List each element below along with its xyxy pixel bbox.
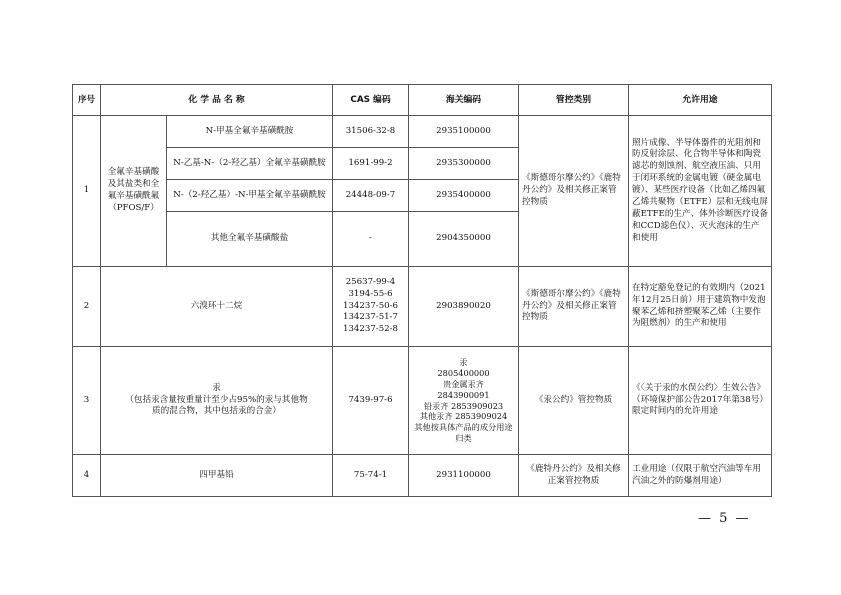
row-control: 《汞公约》管控物质: [519, 347, 629, 455]
header-control: 管控类别: [519, 85, 629, 116]
page-number: — 5 —: [698, 511, 751, 526]
sub-cas: 24448-09-7: [333, 180, 409, 212]
row-customs: 2931100000: [409, 455, 519, 497]
row-cas: 7439-97-6: [333, 347, 409, 455]
row-cas: 75-74-1: [333, 455, 409, 497]
row-cas: 25637-99-4 3194-55-6 134237-50-6 134237-51-7 134237-52-8: [333, 267, 409, 347]
table-row: [73, 267, 772, 347]
row-use: 工业用途（仅限于航空汽油等车用汽油之外的防爆剂用途）: [629, 455, 772, 497]
row-customs: 汞 2805400000 贵金属汞齐 2843900091 铅汞齐 2853909023 其他汞齐 2853909024 其他按具体产品的成分用途归类: [409, 347, 519, 455]
row-seq: 3: [73, 347, 101, 455]
header-cas: CAS 编码: [333, 85, 409, 116]
row-customs: 2903890020: [409, 267, 519, 347]
row-name: 四甲基铅: [101, 455, 333, 497]
table-row: [73, 116, 772, 148]
row-seq: 4: [73, 455, 101, 497]
sub-customs: 2935100000: [409, 116, 519, 148]
row-use: 照片成像、半导体器件的光阻剂和防反射涂层、化合物半导体和陶瓷滤芯的刻蚀剂、航空液压油、只用于闭环系统的金属电镀（硬金属电镀）、某些医疗设备（比如乙烯四氟乙烯共聚物（ETFE）层和无线电屏蔽ETFE的生产、体外诊断医疗设备和CCD滤色仪）、灭火泡沫的生产和使用: [629, 116, 772, 267]
row-seq: 2: [73, 267, 101, 347]
sub-customs: 2935400000: [409, 180, 519, 212]
sub-name: N-（2-羟乙基）-N-甲基全氟辛基磺酰胺: [167, 180, 333, 212]
sub-cas: 1691-99-2: [333, 148, 409, 180]
row-control: 《鹿特丹公约》及相关修正案管控物质: [519, 455, 629, 497]
sub-name: N-甲基全氟辛基磺酰胺: [167, 116, 333, 148]
row-use: 《〈关于汞的水俣公约〉生效公告》（环境保护部公告2017年第38号）限定时间内的允许用途: [629, 347, 772, 455]
header-customs: 海关编码: [409, 85, 519, 116]
header-row: [73, 85, 772, 116]
header-name: 化 学 品 名 称: [101, 85, 333, 116]
row-control: 《斯德哥尔摩公约》《鹿特丹公约》及相关修正案管控物质: [519, 116, 629, 267]
sub-name: 其他全氟辛基磺酸盐: [167, 212, 333, 267]
sub-cas: 31506-32-8: [333, 116, 409, 148]
chemicals-table: [72, 84, 772, 497]
row-group-name: 全氟辛基磺酸及其盐类和全氟辛基磺酰氟（PFOS/F）: [101, 116, 167, 267]
row-use: 在特定豁免登记的有效期内（2021年12月25日前）用于建筑物中发泡聚苯乙烯和挤塑聚苯乙烯（主要作为阻燃剂）的生产和使用: [629, 267, 772, 347]
row-name: 汞 （包括汞含量按重量计至少占95%的汞与其他物质的混合物，其中包括汞的合金）: [101, 347, 333, 455]
header-seq: 序号: [73, 85, 101, 116]
row-name: 六溴环十二烷: [101, 267, 333, 347]
table-row: [73, 455, 772, 497]
sub-customs: 2904350000: [409, 212, 519, 267]
header-use: 允许用途: [629, 85, 772, 116]
row-control: 《斯德哥尔摩公约》《鹿特丹公约》及相关修正案管控物质: [519, 267, 629, 347]
sub-cas: -: [333, 212, 409, 267]
table-row: [73, 347, 772, 455]
sub-name: N-乙基-N-（2-羟乙基）全氟辛基磺酰胺: [167, 148, 333, 180]
sub-customs: 2935300000: [409, 148, 519, 180]
row-seq: 1: [73, 116, 101, 267]
